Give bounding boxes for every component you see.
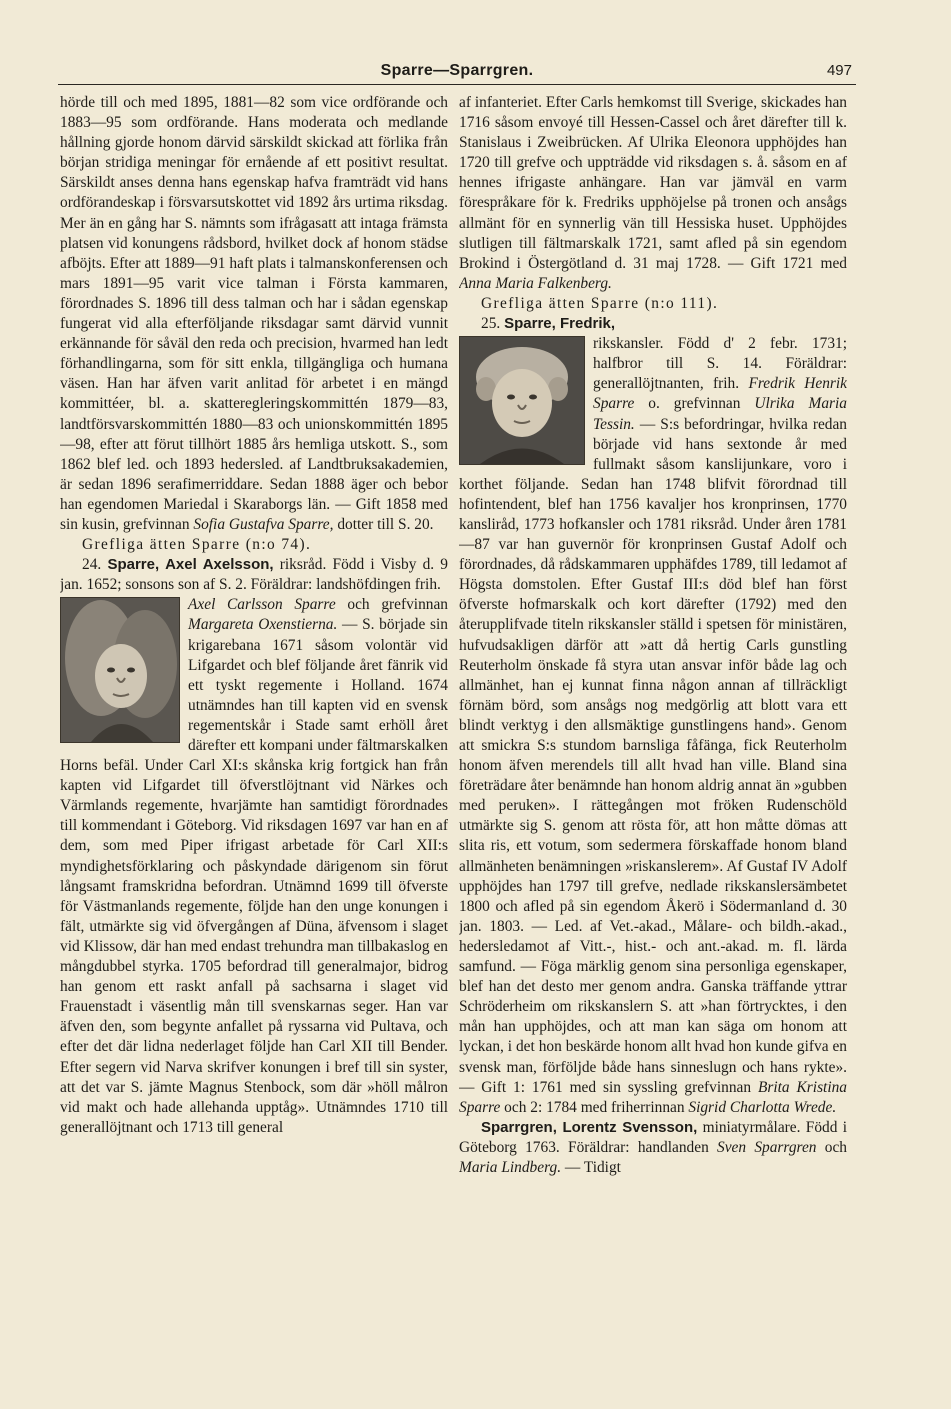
entry-name: Sparre, Axel Axelsson, (107, 556, 274, 574)
body-text: — S:s befordringar, hvilka redan började vid hans sextonde år med fullmakt såsom kanslijunkare, voro i korthet följande. Sedan han 1748 blifvit förordnad till hofintendent, blef han 1756 kavaljer hos kronprinsen, 1770 kansliråd, 1773 hofkansler och 1781 riksråd. Under åren 1781—87 var han guvernör för kronprinsen Gustaf Adolf och förordnades, då rådskammaren upphäfdes 1789, till ledamot af Högsta domstolen. Efter Gustaf III:s död blef han först öfverste hofmarskalk och kort därefter (1792) med den återupplifvade titeln rikskansler ställd i spetsen för ministären, hufvudsakligen därför att »att då hertig Carls gunstling Reuterholm önskade få styra utan ansvar inför både lag och allmänhet, han ej kunnat finna någon annan af tillräckligt förnäm börd, som ansågs nog medgörlig att blott vara ett blindt verktyg i den allsmäktige gunstlingens hand». Genom att smickra S:s stundom barnsliga fåfänga, fick Reuterholm honom äfven merendels till allt hvad han ville. Bland sina företrädare åter benämnde han honom aldrig annat än »gubben med peruken». I rättegången mot fröken Rudenschöld utmärkte sig S. genom att rösta för, att hon måtte dömas att slita ris, ett votum, som sedermera förskaffade honom bland allmänheten benämningen »riskanslerem». Af Gustaf IV Adolf upphöjdes han 1797 till grefve, nedlade rikskanslersämbetet 1800 och afled på sin egendom Åkerö i Södermanland d. 30 jan. 1803. — Led. af Vet.-akad., Målare- och bildh.-akad., hedersledamot af Vitt.-, hist.- och ant.-akad. m. fl. lärda samfund. — Föga märklig genom sina personliga egenskaper, blef han det desto mer genom andra. Ganska träffande yttrar Schröderheim om rikskanslern S. att »han förtrycktes, i den mån han upphöjdes, och att man kan säga om honom att lyckan, i det hon beskärde honom allt hvad hon kunde gifva en svensk man, förföljde både hans sinneslugn och hans rykte». — Gift 1: 1761 med sin syssling grefvinnan (459, 415, 847, 1096)
paragraph-continuation (459, 93, 847, 294)
entry-name: Sparre, Fredrik, (504, 315, 615, 333)
body-text: rikskansler. Född d' 2 febr. 1731; halfbror till S. 14. Föräldrar: generallöjtnanten, frih. (593, 335, 847, 393)
entry-fredrik-sparre-body (459, 334, 847, 1118)
body-text: riksråd. Född i Visby d. 9 jan. 1652; sonsons son af S. 2. Föräldrar: landshöfdingen frih. (60, 556, 448, 594)
body-text: hörde till och med 1895, 1881—82 som vice ordförande och 1883—95 som ordförande. Hans moderata och medlande hållning gjorde honom därvid särskildt skickad att förlika från början stridiga meningar för ernående af ett positivt resultat. Särskildt anses denna hans egenskap hafva framträdt vid hans ordförandeskap i försvarsutskottet vid 1892 års urtima riksdag. Mer än en gång har S. nämnts som ifrågasatt att intaga främsta platsen vid konungens rådsbord, hvilket dock af honom städse afböjts. Efter att 1889—91 haft plats i talmanskonferensen och mars 1891—95 varit vice talman i Första kammaren, förordnades S. 1896 till dess talman och har i sådan egenskap fungerat vid alla efterföljande riksdagar samt därvid vunnit erkännande för såväl den reda och precision, hvarmed han ledt förhandlingarna, som för sitt enkla, tillgängliga och humana väsen. Han har äfven varit anlitad för arbetet i en mängd kommittéer, bl. a. skatteregleringskommittén 1879—83, landtförsvarskommittén 1880—83 och unionskommittén 1895—98, efter att förut tillhört 1885 års hemliga utskott. S., som 1862 blef led. och 1893 hedersled. af Landtbruksakademien, är sedan 1896 serafimerriddare. Sedan 1888 äger och bebor han egendomen Mariedal i Skaraborgs län. — Gift 1858 med sin kusin, grefvinnan (60, 94, 448, 533)
father-name: Fredrik Henrik Sparre (593, 375, 847, 413)
running-header (58, 62, 856, 85)
mother-name: Maria Lindberg. (459, 1158, 562, 1176)
entry-axel-sparre (60, 555, 448, 595)
body-text: och grefvinnan (335, 596, 448, 614)
body-text: — Tidigt (561, 1158, 621, 1176)
body-text: o. grefvinnan (634, 395, 755, 413)
left-column (60, 93, 448, 1393)
entry-number: 25. (481, 315, 501, 333)
running-title: Sparre—Sparrgren. (380, 62, 534, 79)
entry-number: 24. (82, 556, 102, 574)
body-text: och 2: 1784 med friherrinnan (500, 1098, 689, 1116)
wife-name: Sigrid Charlotta Wrede. (688, 1098, 837, 1116)
wife-name: Anna Maria Falkenberg. (459, 274, 612, 292)
body-text: af infanteriet. Efter Carls hemkomst till Sverige, skickades han 1716 såsom envoyé till Hessen-Cassel och året därefter till k. Stanislaus i Zweibrücken. Af Ulrika Eleonora upphöjdes han 1720 till grefve och uppträdde vid riksdagen s. å. såsom en af hennes ifrigaste anhängare. Han var jämväl en varm förespråkare för k. Fredriks upphöjelse på tronen och ansågs allmänt för en synnerlig vän till Hessiska huset. Upphöjdes slutligen till fältmarskalk 1721, samt afled på sin egendom Brokind i Östergötland d. 31 maj 1728. — Gift 1721 med (459, 94, 847, 272)
family-note: Grefliga ätten Sparre (n:o 74). (82, 536, 312, 554)
entry-name: Sparrgren, Lorentz Svensson, (481, 1118, 698, 1136)
wife-name: Brita Kristina Sparre (459, 1078, 847, 1116)
entry-fredrik-sparre (459, 314, 847, 334)
body-text: miniatyrmålare. Född i Göteborg 1763. Föräldrar: handlanden (459, 1118, 847, 1156)
portrait-fredrik-sparre (459, 336, 585, 465)
family-note: Grefliga ätten Sparre (n:o 111). (481, 294, 719, 312)
page-number: 497 (826, 62, 852, 79)
portrait-engraving (61, 598, 179, 742)
portrait-engraving (460, 337, 584, 464)
father-name: Axel Carlsson Sparre (188, 596, 336, 614)
body-text: och (816, 1138, 847, 1156)
body-text: dotter till S. 20. (333, 515, 434, 533)
paragraph-continuation (60, 93, 448, 535)
father-name: Sven Sparrgren (717, 1138, 817, 1156)
mother-name: Margareta Oxenstierna. (188, 616, 338, 634)
body-text: — S. började sin krigarebana 1671 såsom volontär vid Lifgardet och blef följande året fänrik vid ett tyskt regemente i Holland. 1674 utnämndes han till kapten vid en svensk regementskår i Stade samt erhöll året därefter ett kompani under fältmarskalken Horns befäl. Under Carl XI:s skånska krig fortgick han från kapten vid Lifgardet till öfverstlöjtnant vid Närkes och Värmlands regemente, hvarjämte han samtidigt förordnades till kommendant i Göteborg. Vid riksdagen 1697 var han en af dem, som med Piper ifrigast arbetade för Carl XII:s myndighetsförklaring och påskyndade därigenom sin förut långsamt framskridna befordran. Utnämnd 1699 till öfverste för Västmanlands regemente, följde han den unge konungen i fält, utmärkte sig vid öfvergången af Düna, äfvensom i slaget vid Klissow, där han med endast trehundra man tillbakaslog en mångdubbel styrka. 1705 befordrad till generalmajor, bidrog han genom ett raskt anfall på sachsarna i slaget vid Frauenstadt i väsentlig mån till svenskarnas seger. Han var äfven den, som begynte anfallet på ryssarna vid Pultava, och efter det där lidna nederlaget följde han Carl XII till Bender. Efter segern vid Narva skrifver konungen i bref till sin syster, att det var S. jämte Magnus Stenbock, som där »höll målron vid makt och hade allehanda upptåg». Utnämndes 1710 till generallöjtnant och 1713 till general (60, 616, 448, 1136)
portrait-axel-sparre (60, 597, 180, 743)
mother-name: Ulrika Maria Tessin. (593, 395, 847, 433)
wife-name: Sofia Gustafva Sparre, (193, 515, 334, 533)
entry-axel-sparre-body (60, 595, 448, 1138)
entry-lorentz-sparrgren (459, 1118, 847, 1178)
right-column (459, 93, 847, 1393)
